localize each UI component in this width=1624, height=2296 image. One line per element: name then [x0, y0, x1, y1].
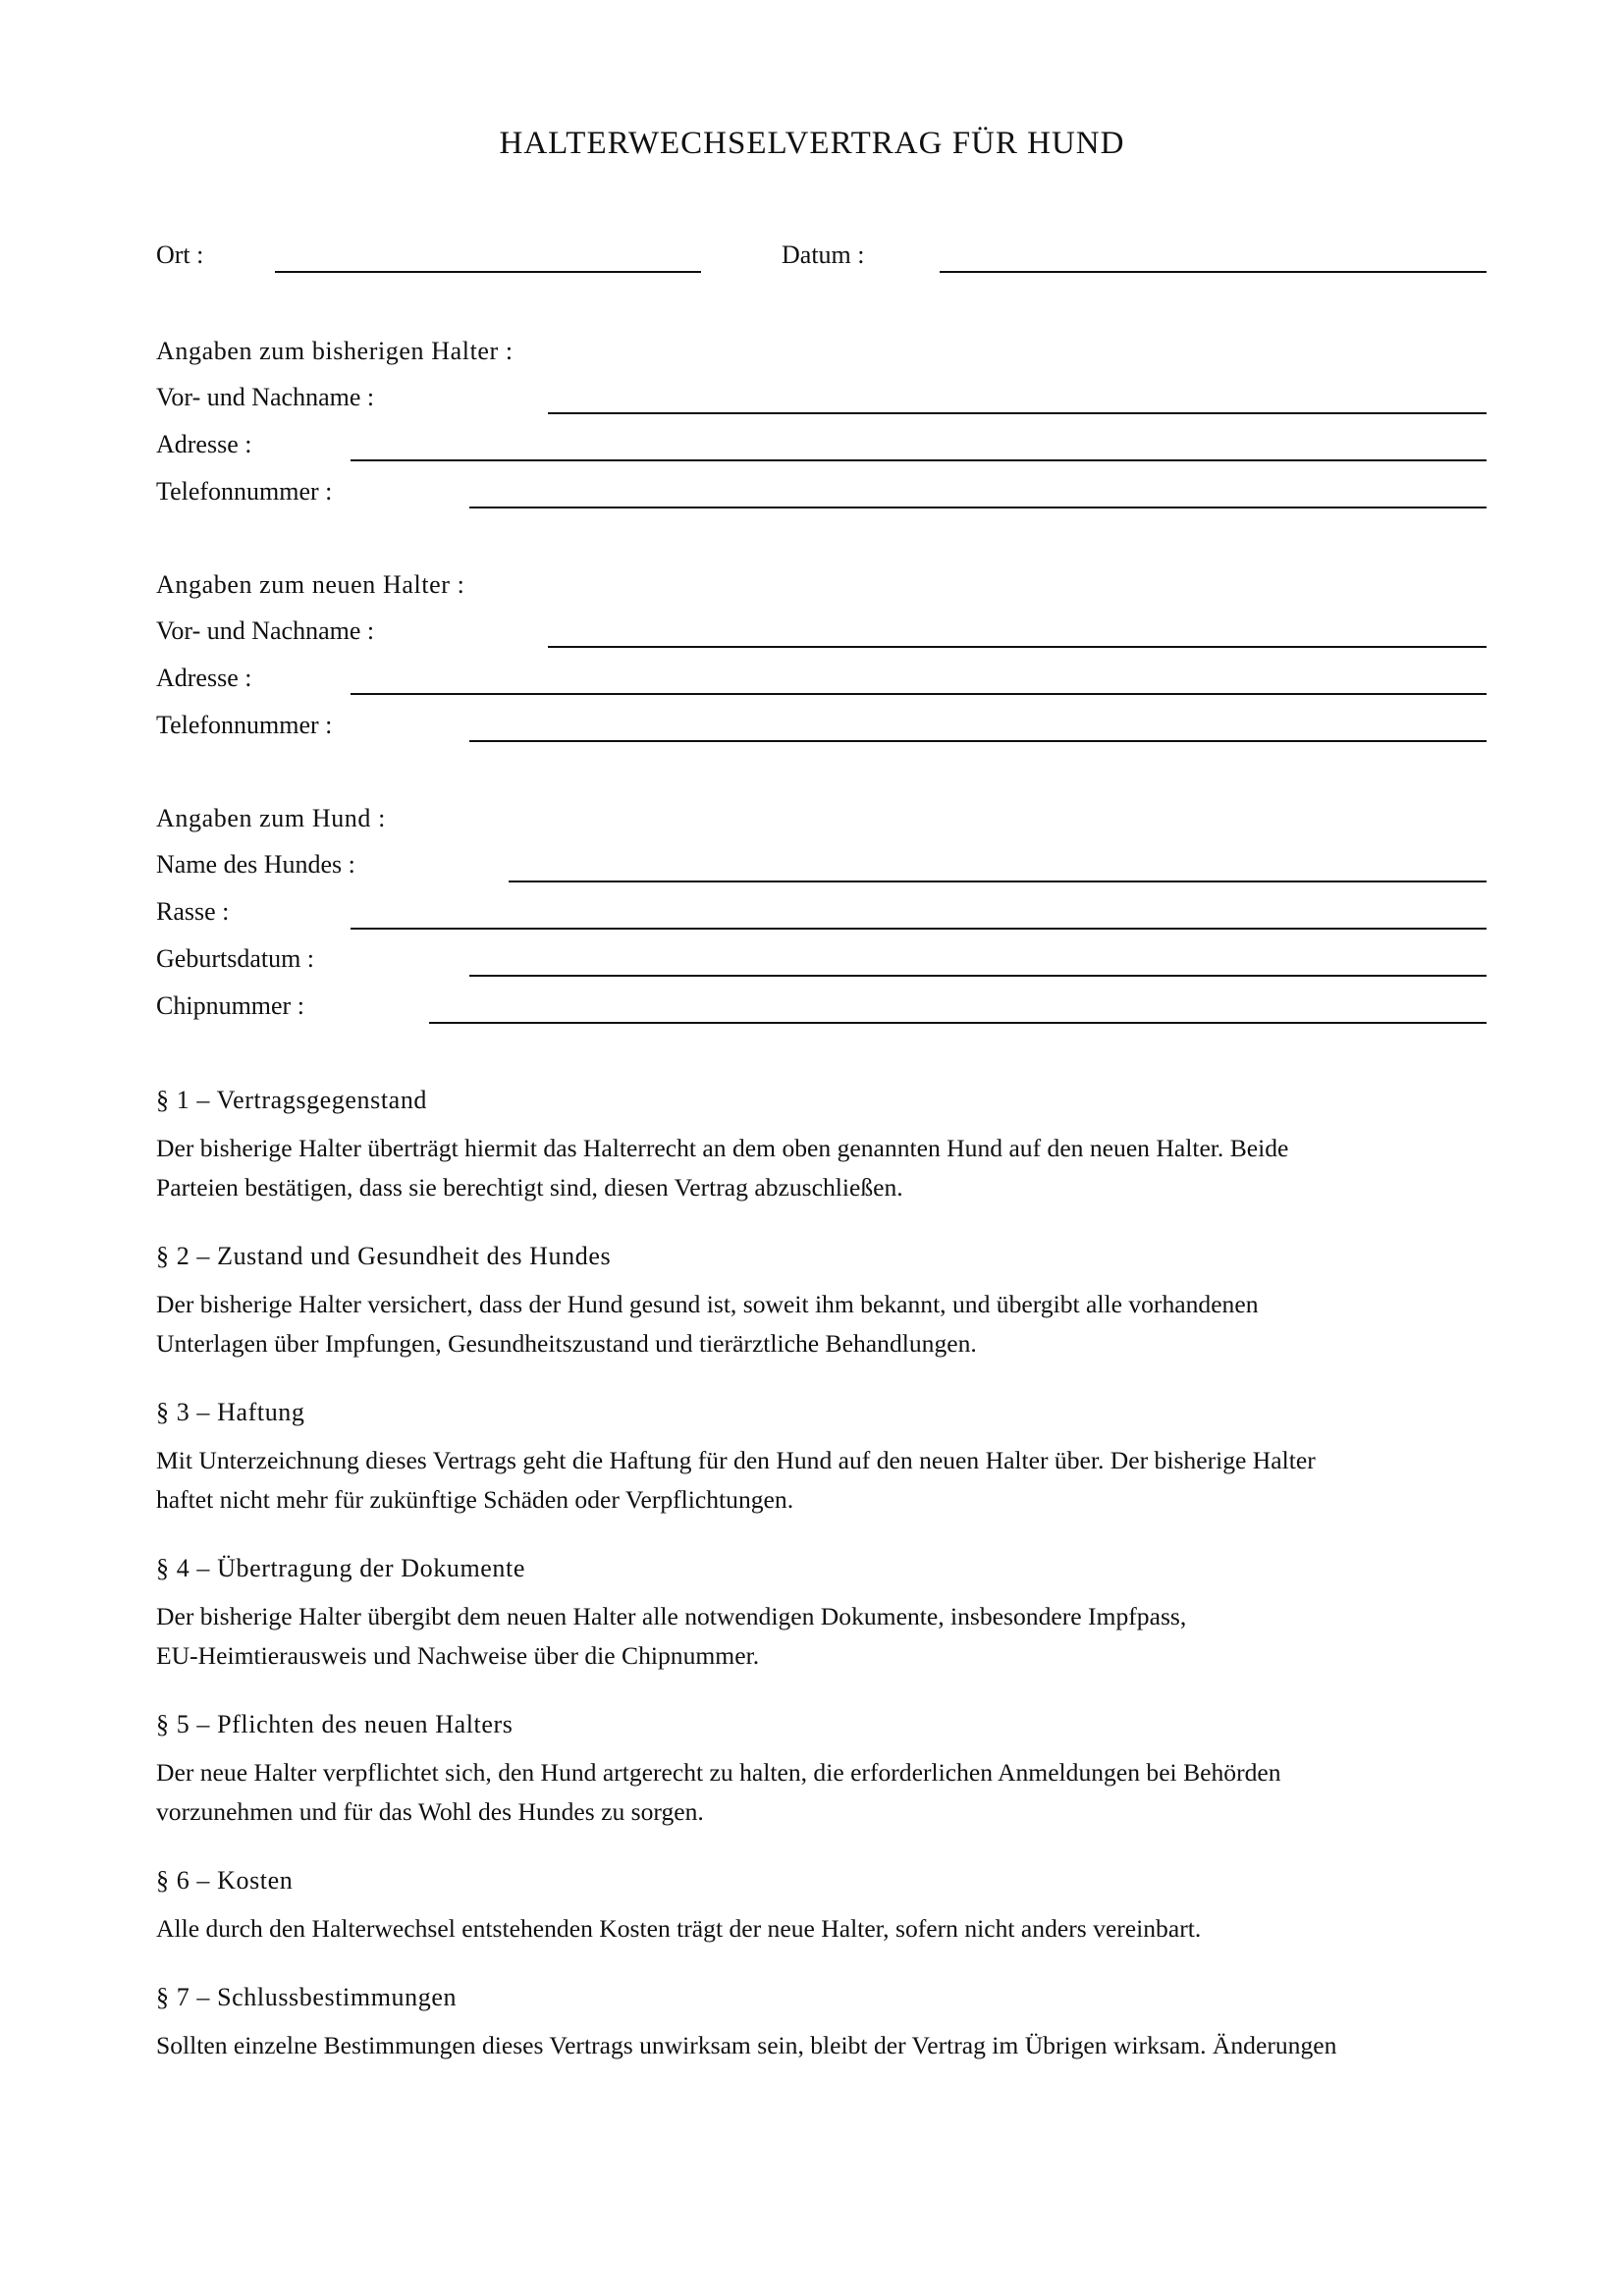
section-4-heading: § 4 – Übertragung der Dokumente: [156, 1554, 525, 1582]
previous-owner-heading: Angaben zum bisherigen Halter :: [156, 337, 514, 365]
previous-owner-phone-field[interactable]: [469, 507, 1487, 508]
section-1-text: [156, 1129, 1491, 1207]
section-5-line: Der neue Halter verpflichtet sich, den Hund artgerecht zu halten, die erforderlichen Anmeldungen bei Behörden: [156, 1758, 1281, 1787]
new-owner-phone-field[interactable]: [469, 740, 1487, 742]
dog-breed-label: Rasse :: [156, 897, 230, 926]
previous-owner-phone-label: Telefonnummer :: [156, 477, 333, 506]
dog-birthdate-label: Geburtsdatum :: [156, 944, 315, 973]
section-2-line: Der bisherige Halter versichert, dass der Hund gesund ist, soweit ihm bekannt, und übergibt alle vorhandenen: [156, 1290, 1259, 1318]
section-1-line: Der bisherige Halter überträgt hiermit das Halterrecht an dem oben genannten Hund auf den neuen Halter. Beide: [156, 1134, 1289, 1162]
new-owner-phone-label: Telefonnummer :: [156, 711, 333, 739]
dog-chip-field[interactable]: [429, 1022, 1487, 1024]
dog-heading: Angaben zum Hund :: [156, 804, 386, 832]
new-owner-address-field[interactable]: [351, 693, 1487, 695]
previous-owner-name-field[interactable]: [548, 412, 1487, 414]
section-5-line: vorzunehmen und für das Wohl des Hundes zu sorgen.: [156, 1797, 704, 1826]
document-title: HALTERWECHSELVERTRAG FÜR HUND: [499, 126, 1125, 161]
section-1-heading: § 1 – Vertragsgegenstand: [156, 1086, 428, 1114]
section-5-heading: § 5 – Pflichten des neuen Halters: [156, 1710, 514, 1738]
place-label: Ort :: [156, 240, 204, 269]
section-3-heading: § 3 – Haftung: [156, 1398, 305, 1426]
dog-name-label: Name des Hundes :: [156, 850, 355, 879]
section-7-heading: § 7 – Schlussbestimmungen: [156, 1983, 458, 2011]
section-3-text: [156, 1441, 1491, 1520]
dog-breed-field[interactable]: [351, 928, 1487, 930]
section-3-line: Mit Unterzeichnung dieses Vertrags geht die Haftung für den Hund auf den neuen Halter über. Der bisherige Halter: [156, 1446, 1316, 1474]
date-field[interactable]: [940, 271, 1487, 273]
section-7-text: [156, 2026, 1491, 2065]
section-7-line: Sollten einzelne Bestimmungen dieses Vertrags unwirksam sein, bleibt der Vertrag im Übrigen wirksam. Änderungen: [156, 2031, 1337, 2059]
place-field[interactable]: [275, 271, 701, 273]
section-4-line: Der bisherige Halter übergibt dem neuen Halter alle notwendigen Dokumente, insbesondere Impfpass,: [156, 1602, 1187, 1630]
new-owner-name-label: Vor- und Nachname :: [156, 616, 375, 645]
section-6-line: Alle durch den Halterwechsel entstehenden Kosten trägt der neue Halter, sofern nicht anders vereinbart.: [156, 1914, 1202, 1943]
section-6-heading: § 6 – Kosten: [156, 1866, 294, 1895]
new-owner-name-field[interactable]: [548, 646, 1487, 648]
section-3-line: haftet nicht mehr für zukünftige Schäden oder Verpflichtungen.: [156, 1485, 794, 1514]
date-label: Datum :: [782, 240, 865, 269]
section-4-line: EU-Heimtierausweis und Nachweise über die Chipnummer.: [156, 1641, 760, 1670]
new-owner-heading: Angaben zum neuen Halter :: [156, 570, 465, 599]
previous-owner-address-label: Adresse :: [156, 430, 252, 458]
section-1-line: Parteien bestätigen, dass sie berechtigt sind, diesen Vertrag abzuschließen.: [156, 1173, 903, 1201]
dog-birthdate-field[interactable]: [469, 975, 1487, 977]
section-2-heading: § 2 – Zustand und Gesundheit des Hundes: [156, 1242, 612, 1270]
dog-name-field[interactable]: [509, 881, 1487, 882]
section-2-line: Unterlagen über Impfungen, Gesundheitszustand und tierärztliche Behandlungen.: [156, 1329, 977, 1358]
previous-owner-address-field[interactable]: [351, 459, 1487, 461]
section-4-text: [156, 1597, 1491, 1676]
section-5-text: [156, 1753, 1491, 1832]
section-6-text: [156, 1909, 1491, 1949]
new-owner-address-label: Adresse :: [156, 664, 252, 692]
section-2-text: [156, 1285, 1491, 1363]
previous-owner-name-label: Vor- und Nachname :: [156, 383, 375, 411]
dog-chip-label: Chipnummer :: [156, 991, 304, 1020]
